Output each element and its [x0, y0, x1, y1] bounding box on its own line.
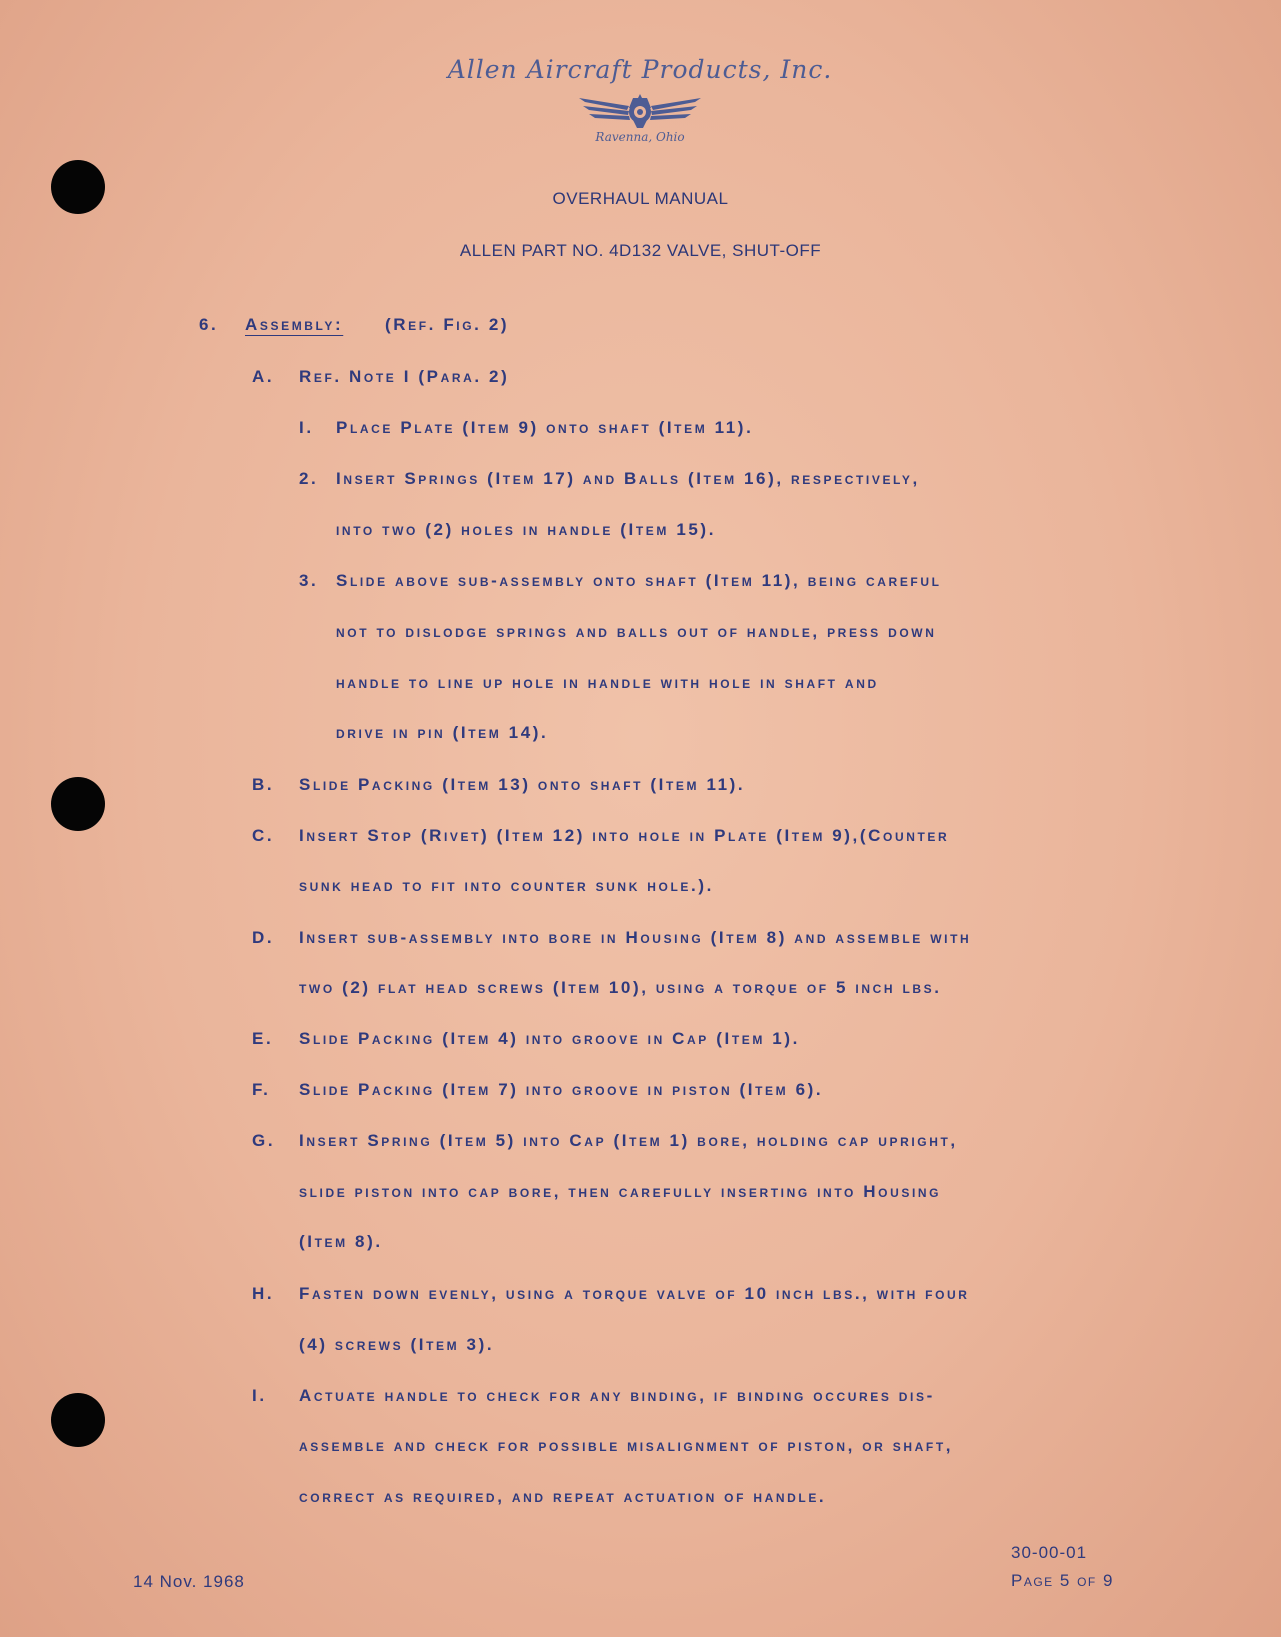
step-c-line: Insert Stop (Rivet) (Item 12) into hole in Plate (Item 9),(Counter [299, 826, 950, 845]
step-a-marker: A. [252, 367, 275, 386]
page-number: Page 5 of 9 [1011, 1571, 1114, 1590]
step-g-line: Insert Spring (Item 5) into Cap (Item 1) bore, holding cap upright, [299, 1131, 958, 1150]
step-i-line: assemble and check for possible misalignment of piston, or shaft, [299, 1436, 954, 1455]
company-city: Ravenna, Ohio [595, 130, 685, 144]
section-title: Assembly: [245, 315, 344, 334]
step-a2-marker: 2. [299, 469, 319, 488]
step-a3-line: handle to line up hole in handle with hole in shaft and [336, 673, 879, 692]
step-a1-text: Place Plate (Item 9) onto shaft (Item 11). [336, 418, 754, 437]
step-i-marker: I. [252, 1386, 267, 1405]
company-name: Allen Aircraft Products, Inc. [447, 55, 833, 84]
step-d-marker: D. [252, 928, 275, 947]
step-h-marker: H. [252, 1284, 275, 1303]
step-a3-line: not to dislodge springs and balls out of handle, press down [336, 622, 937, 641]
step-c-marker: C. [252, 826, 275, 845]
step-f-text: Slide Packing (Item 7) into groove in piston (Item 6). [299, 1080, 824, 1099]
step-h-line: Fasten down evenly, using a torque valve of 10 inch lbs., with four [299, 1284, 970, 1303]
punch-hole-middle [51, 777, 105, 831]
step-a2-line: into two (2) holes in handle (Item 15). [336, 520, 717, 539]
step-a1-marker: I. [299, 418, 314, 437]
step-a-text: Ref. Note I (Para. 2) [299, 367, 510, 386]
step-h-line: (4) screws (Item 3). [299, 1335, 495, 1354]
punch-hole-bottom [51, 1393, 105, 1447]
step-a2-line: Insert Springs (Item 17) and Balls (Item 16), respectively, [336, 469, 920, 488]
step-f-marker: F. [252, 1080, 271, 1099]
issue-date: 14 Nov. 1968 [133, 1572, 245, 1591]
manual-title: OVERHAUL MANUAL [552, 189, 729, 208]
step-i-line: correct as required, and repeat actuation of handle. [299, 1487, 827, 1506]
step-a3-marker: 3. [299, 571, 319, 590]
step-d-line: two (2) flat head screws (Item 10), using a torque of 5 inch lbs. [299, 978, 942, 997]
step-d-line: Insert sub-assembly into bore in Housing (Item 8) and assemble with [299, 928, 972, 947]
step-a3-line: drive in pin (Item 14). [336, 723, 549, 742]
step-e-text: Slide Packing (Item 4) into groove in Cap (Item 1). [299, 1029, 800, 1048]
step-g-line: slide piston into cap bore, then carefully inserting into Housing [299, 1182, 942, 1201]
step-b-text: Slide Packing (Item 13) onto shaft (Item 11). [299, 775, 746, 794]
document-number: 30-00-01 [1011, 1543, 1088, 1562]
step-i-line: Actuate handle to check for any binding, if binding occures dis- [299, 1386, 935, 1405]
section-number: 6. [199, 315, 219, 334]
letterhead [440, 55, 840, 144]
winged-logo-icon [575, 88, 705, 132]
step-e-marker: E. [252, 1029, 274, 1048]
manual-subtitle: ALLEN PART NO. 4D132 VALVE, SHUT-OFF [459, 241, 822, 260]
step-a3-line: Slide above sub-assembly onto shaft (Item 11), being careful [336, 571, 942, 590]
step-b-marker: B. [252, 775, 275, 794]
step-c-line: sunk head to fit into counter sunk hole.). [299, 876, 714, 895]
section-reference: (Ref. Fig. 2) [385, 315, 510, 334]
step-g-marker: G. [252, 1131, 276, 1150]
step-g-line: (Item 8). [299, 1232, 383, 1251]
